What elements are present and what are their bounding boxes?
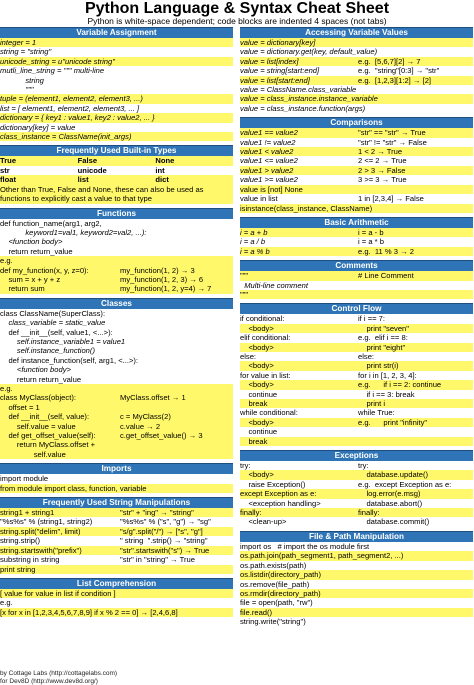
code-text: file = open(path, "rw") xyxy=(240,598,313,608)
section-imports xyxy=(0,463,233,493)
code-line xyxy=(0,47,233,56)
type-name: dict xyxy=(155,175,169,185)
code-text: def get_offset_value(self): xyxy=(0,431,96,441)
code-text: class_variable = static_value xyxy=(0,318,106,328)
section-header: Imports xyxy=(0,463,233,474)
code-line xyxy=(0,608,233,617)
example-text: else: xyxy=(358,351,375,361)
example-text: log.error(e.msg) xyxy=(358,489,421,499)
example-text: try: xyxy=(358,461,369,471)
code-text: <exception handling> xyxy=(240,498,321,508)
code-text: <clean-up> xyxy=(240,517,287,527)
code-line xyxy=(240,380,473,389)
code-text: value = dictionary[key] xyxy=(240,38,316,47)
code-text: except Exception as e: xyxy=(240,489,317,499)
code-line xyxy=(0,474,233,483)
code-text: e.g. xyxy=(0,384,13,393)
code-text: class ClassName(SuperClass): xyxy=(0,308,106,318)
code-text: [x for x in [1,2,3,4,5,6,7,8,9] if x % 2 == 0] → [2,4,6,8] xyxy=(0,607,178,617)
example-text: database.abort() xyxy=(358,498,423,508)
code-line xyxy=(0,365,233,374)
example-text: "s/g".split("/") → ["s", "g"] xyxy=(120,526,203,536)
code-text: return MyClass.offset + xyxy=(0,440,96,450)
section-header: Comments xyxy=(240,260,473,271)
code-line xyxy=(240,418,473,427)
code-text: string.strip() xyxy=(0,536,41,546)
code-line xyxy=(240,57,473,66)
section-frequently-used-string-manipulations xyxy=(0,497,233,574)
type-name: None xyxy=(155,156,175,166)
type-name: int xyxy=(155,165,165,175)
code-line xyxy=(240,589,473,598)
example-text: print i xyxy=(358,399,386,408)
section-variable-assignment xyxy=(0,27,233,141)
code-line xyxy=(0,237,233,246)
code-text: self.instance_variable1 = value1 xyxy=(0,336,126,346)
example-text: database.update() xyxy=(358,470,429,480)
code-text: i = a / b xyxy=(240,237,266,247)
code-line xyxy=(240,290,473,299)
code-text: isinstance(class_instance, ClassName) xyxy=(240,203,373,213)
example-text: "str" in "string" → True xyxy=(120,555,195,565)
code-line xyxy=(0,536,233,545)
section-header: Comparisons xyxy=(240,117,473,128)
code-line xyxy=(0,375,233,384)
code-text: class_instance = ClassName(init_args) xyxy=(0,132,132,142)
code-line xyxy=(240,399,473,408)
example-text: if i == 3: break xyxy=(358,389,415,399)
section-control-flow xyxy=(240,303,473,446)
code-text: value = ClassName.class_variable xyxy=(240,85,357,95)
section-header: Functions xyxy=(0,208,233,219)
credit-line-2: for Dev8D (http://www.dev8d.org/) xyxy=(0,677,98,685)
type-row xyxy=(0,166,233,175)
code-text: <body> xyxy=(240,342,274,352)
code-line xyxy=(240,598,473,607)
code-text: keyword1=val1, keyword2=val2, ...): xyxy=(0,227,147,237)
code-text: dictionary = { key1 : value1, key2 : value2, ... } xyxy=(0,113,155,123)
example-text: e.g. "string"[0:3] → "str" xyxy=(358,66,440,76)
code-line xyxy=(240,390,473,399)
example-text: e.g. if i == 2: continue xyxy=(358,380,442,390)
code-line xyxy=(240,38,473,47)
code-text: string.split("delim", limit) xyxy=(0,526,81,536)
example-text: 3 >= 3 → True xyxy=(358,175,407,185)
code-text: Other than True, False and None, these can also be used as functions to explicitly cast a value to that type xyxy=(0,184,204,204)
code-text: <body> xyxy=(240,470,274,480)
code-text: <body> xyxy=(240,380,274,390)
code-text: string.write("string") xyxy=(240,617,306,627)
code-text: return sum xyxy=(0,284,45,294)
code-line xyxy=(0,527,233,536)
code-line xyxy=(0,66,233,75)
code-line xyxy=(240,128,473,137)
code-line xyxy=(240,194,473,203)
example-text: c = MyClass(2) xyxy=(120,412,171,422)
code-line xyxy=(240,324,473,333)
example-text: 1 in [2,3,4] → False xyxy=(358,194,424,204)
code-text: value1 <= value2 xyxy=(240,156,298,166)
section-classes xyxy=(0,298,233,460)
code-line xyxy=(0,589,233,598)
code-line xyxy=(0,247,233,256)
example-text: e.g. [1,2,3][1:2] → [2] xyxy=(358,75,432,85)
section-header: File & Path Manipulation xyxy=(240,531,473,542)
code-text: tuple = (element1, element2, element3, ...) xyxy=(0,94,143,104)
code-text: value1 < value2 xyxy=(240,147,294,157)
code-text: """ xyxy=(0,85,34,95)
example-text: if i == 7: xyxy=(358,314,386,324)
code-line xyxy=(0,508,233,517)
type-row xyxy=(0,175,233,184)
code-line xyxy=(240,517,473,526)
code-text: string1 + string1 xyxy=(0,508,55,518)
code-line xyxy=(240,470,473,479)
code-line xyxy=(0,356,233,365)
code-text: Multi-line comment xyxy=(240,280,308,290)
code-line xyxy=(0,132,233,141)
code-line xyxy=(0,228,233,237)
code-line xyxy=(0,38,233,47)
code-line xyxy=(240,343,473,352)
section-header: Classes xyxy=(0,298,233,309)
example-text: "%s%s" % ("s", "g") → "sg" xyxy=(120,517,211,527)
code-text: offset = 1 xyxy=(0,402,40,412)
section-header: Variable Assignment xyxy=(0,27,233,38)
code-line xyxy=(0,431,233,440)
section-header: Exceptions xyxy=(240,450,473,461)
code-line xyxy=(240,352,473,361)
section-frequently-used-built-in-types xyxy=(0,145,233,203)
code-line xyxy=(240,247,473,256)
code-line xyxy=(240,461,473,470)
example-text: c.value → 2 xyxy=(120,421,161,431)
example-text: # Line Comment xyxy=(358,271,414,281)
code-text: value1 != value2 xyxy=(240,137,296,147)
code-line xyxy=(0,393,233,402)
example-text: database.commit() xyxy=(358,517,430,527)
example-text: print "eight" xyxy=(358,342,406,352)
section-header: Frequently Used String Manipulations xyxy=(0,497,233,508)
code-line xyxy=(240,361,473,370)
code-text: def my_function(x, y, z=0): xyxy=(0,265,89,275)
type-row xyxy=(0,156,233,165)
code-line xyxy=(240,104,473,113)
code-line xyxy=(240,580,473,589)
code-line xyxy=(240,166,473,175)
credits xyxy=(0,670,117,685)
code-text: value1 == value2 xyxy=(240,128,298,138)
code-line xyxy=(240,271,473,280)
code-line xyxy=(0,219,233,228)
code-text: finally: xyxy=(240,508,262,518)
section-list-comprehension xyxy=(0,578,233,617)
code-line xyxy=(240,371,473,380)
credit-line-1: by Cottage Labs (http://cottagelabs.com) xyxy=(0,670,118,677)
code-line xyxy=(0,123,233,132)
code-line xyxy=(240,204,473,213)
code-line xyxy=(0,185,233,204)
example-text: "str" + "ing" → "string" xyxy=(120,508,194,518)
code-line xyxy=(240,499,473,508)
code-line xyxy=(0,565,233,574)
code-line xyxy=(0,450,233,459)
code-text: string.startswith("prefix") xyxy=(0,545,82,555)
code-text: else: xyxy=(240,351,257,361)
code-line xyxy=(0,256,233,265)
code-line xyxy=(240,408,473,417)
code-line xyxy=(240,617,473,626)
code-text: value = dictionary.get(key, default_value) xyxy=(240,47,378,57)
code-text: continue xyxy=(240,427,278,437)
code-text: def instance_function(self, arg1, <...>): xyxy=(0,355,139,365)
example-text: 1 < 2 → True xyxy=(358,147,403,157)
code-line xyxy=(240,508,473,517)
section-file-path-manipulation xyxy=(240,531,473,627)
code-line xyxy=(0,275,233,284)
code-line xyxy=(0,484,233,493)
code-text: integer = 1 xyxy=(0,38,37,47)
example-text: my_function(1, 2, 3) → 6 xyxy=(120,274,204,284)
code-text: <body> xyxy=(240,323,274,333)
code-line xyxy=(0,346,233,355)
code-text: break xyxy=(240,436,268,446)
code-text: e.g. xyxy=(0,598,13,608)
code-text: e.g. xyxy=(0,256,13,266)
code-text: os.path.join(path_segment1, path_segment2, ...) xyxy=(240,551,404,561)
code-line xyxy=(0,440,233,449)
code-line xyxy=(240,147,473,156)
type-name: str xyxy=(0,165,10,175)
code-text: """ xyxy=(240,271,249,281)
code-line xyxy=(240,185,473,194)
code-line xyxy=(0,403,233,412)
code-line xyxy=(0,318,233,327)
section-accessing-variable-values xyxy=(240,27,473,113)
example-text: while True: xyxy=(358,408,395,418)
code-text: def function_name(arg1, arg2, xyxy=(0,218,102,228)
code-text: class MyClass(object): xyxy=(0,393,76,403)
example-text: e.g. elif i == 8: xyxy=(358,333,408,343)
code-text: for value in list: xyxy=(240,370,291,380)
example-text: my_function(1, 2) → 3 xyxy=(120,265,195,275)
code-line xyxy=(0,85,233,94)
example-text: i = a * b xyxy=(358,237,384,247)
code-text: file.read() xyxy=(240,607,273,617)
code-line xyxy=(240,47,473,56)
code-text: <body> xyxy=(240,417,274,427)
code-line xyxy=(0,598,233,607)
code-line xyxy=(0,94,233,103)
code-text: [ value for value in list if condition ] xyxy=(0,588,116,598)
code-line xyxy=(0,266,233,275)
code-text: value = list[index] xyxy=(240,56,299,66)
code-line xyxy=(0,546,233,555)
code-line xyxy=(240,542,473,551)
code-text: import os # import the os module first xyxy=(240,541,370,551)
example-text: 2 > 3 → False xyxy=(358,165,406,175)
code-text: os.listdir(directory_path) xyxy=(240,570,322,580)
section-header: Accessing Variable Values xyxy=(240,27,473,38)
code-line xyxy=(240,437,473,446)
page-title: Python Language & Syntax Cheat Sheet xyxy=(84,0,390,17)
type-name: unicode xyxy=(77,165,107,175)
code-line xyxy=(0,412,233,421)
code-line xyxy=(0,57,233,66)
code-text: dictionary[key] = value xyxy=(0,122,76,132)
code-text: value = list[start:end] xyxy=(240,75,310,85)
example-text: c.get_offset_value() → 3 xyxy=(120,431,203,441)
example-text: print str(i) xyxy=(358,361,399,371)
code-text: value1 >= value2 xyxy=(240,175,298,185)
page-subtitle: Python is white-space dependent; code blocks are indented 4 spaces (not tabs) xyxy=(87,16,387,26)
code-text: i = a % b xyxy=(240,246,270,256)
code-line xyxy=(240,427,473,436)
code-line xyxy=(0,284,233,293)
section-header: Basic Arithmetic xyxy=(240,217,473,228)
code-line xyxy=(0,337,233,346)
code-line xyxy=(240,94,473,103)
section-basic-arithmetic xyxy=(240,217,473,256)
code-line xyxy=(0,555,233,564)
code-text: def __init__(self, value1, <...>): xyxy=(0,327,113,337)
code-line xyxy=(240,561,473,570)
example-text: " string ".strip() → "string" xyxy=(120,536,208,546)
code-line xyxy=(240,551,473,560)
section-comparisons xyxy=(240,117,473,213)
code-line xyxy=(240,175,473,184)
example-text: 2 <= 2 → True xyxy=(358,156,407,166)
code-line xyxy=(240,228,473,237)
example-text: my_function(1, 2, y=4) → 7 xyxy=(120,284,212,294)
code-line xyxy=(240,138,473,147)
code-line xyxy=(240,85,473,94)
left-column xyxy=(0,27,233,621)
example-text: e.g. [5,6,7][2] → 7 xyxy=(358,56,421,66)
code-text: from module import class, function, variable xyxy=(0,483,147,493)
section-header: Control Flow xyxy=(240,303,473,314)
code-text: value = string[start:end] xyxy=(240,66,320,76)
code-text: """ xyxy=(240,289,249,299)
code-text: import module xyxy=(0,474,49,484)
example-text: e.g. 11 % 3 → 2 xyxy=(358,246,414,256)
right-column xyxy=(240,27,473,631)
code-text: os.rmdir(directory_path) xyxy=(240,588,321,598)
code-text: return return_value xyxy=(0,374,82,384)
code-line xyxy=(240,281,473,290)
example-text: "str".startswith("s") → True xyxy=(120,545,210,555)
example-text: print "seven" xyxy=(358,323,409,333)
code-line xyxy=(240,66,473,75)
code-text: <function body> xyxy=(0,237,63,247)
code-line xyxy=(0,384,233,393)
code-text: print string xyxy=(0,564,36,574)
code-line xyxy=(240,237,473,246)
code-text: value in list xyxy=(240,194,278,204)
code-text: break xyxy=(240,399,268,408)
example-text: e.g. print "infinity" xyxy=(358,417,428,427)
code-line xyxy=(0,104,233,113)
code-text: mutli_line_string = """ multi-line xyxy=(0,66,105,76)
section-exceptions xyxy=(240,450,473,527)
code-text: if conditional: xyxy=(240,314,285,324)
code-line xyxy=(240,76,473,85)
code-text: self.instance_function() xyxy=(0,346,95,356)
code-text: self.value = value xyxy=(0,421,76,431)
code-text: os.path.exists(path) xyxy=(240,560,307,570)
code-text: continue xyxy=(240,389,278,399)
code-text: unicode_string = u"unicode string" xyxy=(0,56,115,66)
code-line xyxy=(240,489,473,498)
code-line xyxy=(240,333,473,342)
code-text: os.remove(file_path) xyxy=(240,579,310,589)
code-text: string = "string" xyxy=(0,47,52,57)
code-text: self.value xyxy=(0,449,66,459)
example-text: "str" == "str" → True xyxy=(358,128,426,138)
code-line xyxy=(0,328,233,337)
example-text: "str" != "str" → False xyxy=(358,137,427,147)
code-text: def __init__(self, value): xyxy=(0,412,90,422)
section-header: Frequently Used Built-in Types xyxy=(0,145,233,156)
section-header: List Comprehension xyxy=(0,578,233,589)
code-line xyxy=(0,517,233,526)
code-text: i = a + b xyxy=(240,227,268,237)
example-text: MyClass.offset → 1 xyxy=(120,393,186,403)
code-text: sum = x + y + z xyxy=(0,274,61,284)
type-name: True xyxy=(0,156,17,166)
code-line xyxy=(0,309,233,318)
code-line xyxy=(0,422,233,431)
type-name: float xyxy=(0,175,17,185)
code-text: value1 > value2 xyxy=(240,165,294,175)
code-text: value = class_instance.function(args) xyxy=(240,103,366,113)
code-text: value = class_instance.instance_variable xyxy=(240,94,378,104)
type-name: False xyxy=(77,156,98,166)
code-text: <body> xyxy=(240,361,274,371)
code-line xyxy=(240,570,473,579)
example-text: i = a - b xyxy=(358,227,384,237)
code-line xyxy=(240,608,473,617)
code-line xyxy=(240,156,473,165)
section-functions xyxy=(0,208,233,294)
code-text: substring in string xyxy=(0,555,60,565)
code-line xyxy=(0,76,233,85)
example-text: finally: xyxy=(358,508,380,518)
code-line xyxy=(0,113,233,122)
code-text: list = [ element1, element2, element3, ... ] xyxy=(0,103,140,113)
code-text: elif conditional: xyxy=(240,333,291,343)
code-text: raise Exception() xyxy=(240,479,306,489)
type-name: list xyxy=(77,175,89,185)
code-text: while conditional: xyxy=(240,408,298,418)
code-line xyxy=(240,314,473,323)
example-text: for i in [1, 2, 3, 4]: xyxy=(358,370,417,380)
code-text: return return_value xyxy=(0,246,73,256)
code-text: <function body> xyxy=(0,365,71,375)
code-line xyxy=(240,480,473,489)
code-text: "%s%s" % (string1, string2) xyxy=(0,517,93,527)
code-text: string xyxy=(0,75,44,85)
example-text: e.g. except Exception as e: xyxy=(358,479,452,489)
code-text: try: xyxy=(240,461,251,471)
section-comments xyxy=(240,260,473,299)
code-text: value is [not] None xyxy=(240,184,303,194)
